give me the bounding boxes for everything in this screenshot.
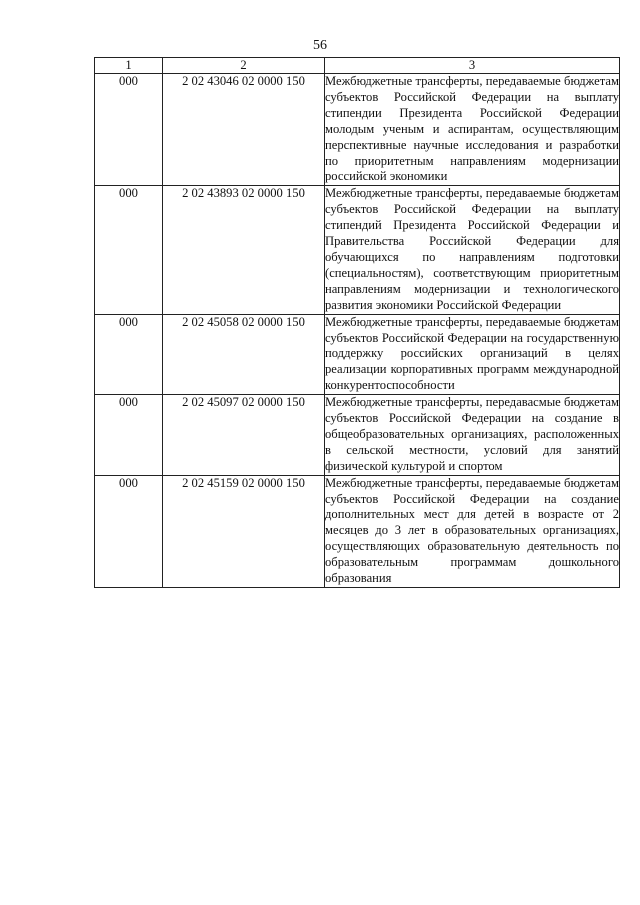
- admin-code-cell: 000: [95, 74, 163, 186]
- description-text: Межбюджетные трансферты, передаваемые бюджетам субъектов Российской Федерации на государственную поддержку российских организаций в целях реализации корпоративных программ международной конкурентоспособности: [325, 314, 619, 393]
- table-row: [95, 314, 620, 395]
- description-cell: [325, 475, 620, 587]
- budget-code-cell: 2 02 45058 02 0000 150: [163, 314, 325, 395]
- table-row: [95, 475, 620, 587]
- table-row: [95, 395, 620, 476]
- table-row: [95, 186, 620, 314]
- description-text: Межбюджетные трансферты, передаваемые бюджетам субъектов Российской Федерации на выплату стипендии Президента Российской Федерации молодым ученым и аспирантам, осуществляющим перспективные научные исследования и разработки по приоритетным направлениям модернизации российской экономики: [325, 74, 619, 184]
- budget-code-cell: 2 02 43893 02 0000 150: [163, 186, 325, 314]
- column-header-1: 1: [95, 58, 163, 74]
- budget-table: [94, 57, 620, 588]
- table-header-row: [95, 58, 620, 74]
- description-text: Межбюджетные трансферты, передавасмые бюджетам субъектов Российской Федерации на создание в общеобразовательных организациях, расположенных в сельской местности, условий для занятий физической культурой и спортом: [325, 395, 619, 473]
- budget-code-cell: 2 02 45159 02 0000 150: [163, 475, 325, 587]
- description-cell: [325, 74, 620, 186]
- description-cell: [325, 314, 620, 395]
- budget-code-cell: 2 02 43046 02 0000 150: [163, 74, 325, 186]
- budget-code-cell: 2 02 45097 02 0000 150: [163, 395, 325, 476]
- admin-code-cell: 000: [95, 395, 163, 476]
- description-cell: [325, 186, 620, 314]
- description-text: Межбюджетные трансферты, передаваемые бюджетам субъектов Российской Федерации на создание дополнительных мест для детей в возрасте от 2 месяцев до 3 лет в образовательных организациях, осуществляющих образовательную деятельность по образовательным программам дошкольного образования: [325, 475, 619, 586]
- column-header-2: 2: [163, 58, 325, 74]
- description-text: Межбюджетные трансферты, передаваемые бюджетам субъектов Российской Федерации на выплату стипендий Президента Российской Федерации и Правительства Российской Федерации для обучающихся по направлениям подготовки (специальностям), соответствующим приоритетным направлениям модернизации и технологического развития экономики Российской Федерации: [325, 186, 619, 312]
- table-row: [95, 74, 620, 186]
- admin-code-cell: 000: [95, 475, 163, 587]
- page-number: 56: [313, 38, 327, 53]
- admin-code-cell: 000: [95, 186, 163, 314]
- description-cell: [325, 395, 620, 476]
- column-header-3: 3: [325, 58, 620, 74]
- admin-code-cell: 000: [95, 314, 163, 395]
